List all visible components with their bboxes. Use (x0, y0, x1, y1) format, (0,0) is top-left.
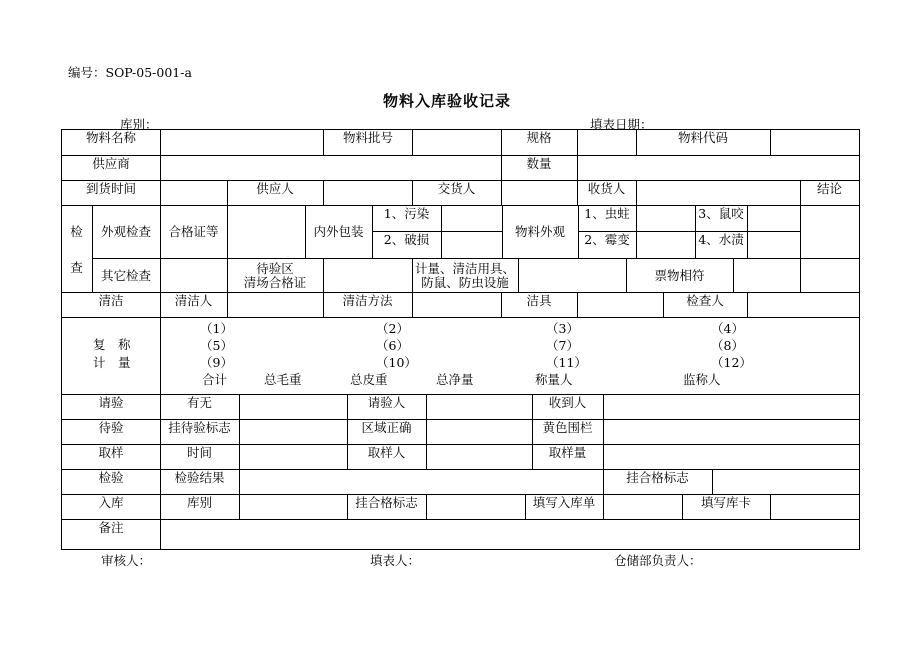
slot-11: （11） (546, 355, 587, 370)
cleaning-tools-label: 洁具 (526, 293, 552, 308)
gross-weight-label: 总毛重 (264, 372, 302, 387)
total-label: 合计 (202, 372, 228, 387)
ticket-match-label: 票物相符 (654, 267, 705, 283)
sampling-amount-label: 取样量 (548, 445, 587, 460)
hang-pending-label: 挂待验标志 (168, 420, 231, 435)
cleaner-label: 清洁人 (174, 293, 213, 308)
supplier-person-label: 供应人 (256, 181, 294, 196)
yellow-fence-label: 黄色围栏 (542, 420, 593, 435)
deliverer-label: 交货人 (437, 181, 476, 196)
pending-area-cell (227, 259, 323, 292)
sampler-label: 取样人 (367, 445, 406, 460)
spec-label: 规格 (526, 130, 552, 145)
received-by-label: 收到人 (548, 395, 587, 410)
tare-weight-label: 总皮重 (350, 372, 388, 387)
area-correct-label: 区域正确 (361, 420, 412, 435)
fill-card-label: 填写库卡 (700, 495, 751, 510)
certificate-label: 合格证等 (168, 224, 219, 239)
pollution-label: 1、污染 (383, 206, 430, 221)
receiver-label: 收货人 (587, 181, 626, 196)
slot-9: （9） (200, 355, 233, 370)
page-title: 物料入库验收记录 (383, 92, 512, 110)
warehouse-manager-label: 仓储部负责人： (614, 553, 702, 568)
rodent-label: 3、鼠咬 (698, 206, 744, 221)
inspection-label-2: 查 (70, 260, 83, 275)
mildew-label: 2、霉变 (584, 232, 630, 247)
material-code-label: 物料代码 (677, 130, 728, 145)
fill-date-label: 填表日期： (590, 117, 653, 132)
supervisor-label: 监称人 (683, 372, 721, 387)
material-appearance-label: 物料外观 (514, 224, 565, 239)
other-check-label: 其它检查 (100, 267, 151, 283)
arrival-time-label: 到货时间 (85, 181, 136, 196)
reweigh-label-1: 复 称 (93, 337, 131, 352)
slot-6: （6） (376, 338, 409, 353)
inspector-label: 检查人 (686, 293, 724, 308)
requester-label: 请验人 (367, 395, 406, 410)
slot-7: （7） (546, 338, 579, 353)
slot-10: （10） (376, 355, 417, 370)
storage-warehouse-label: 库别 (186, 495, 212, 510)
testing-label: 检验 (98, 470, 124, 485)
pending-area-line-2: 清场合格证 (243, 274, 307, 290)
pending-area-line-1: 待验区 (256, 260, 294, 276)
insects-label: 1、虫蛀 (584, 206, 630, 221)
inspection-label-1: 检 (70, 224, 83, 239)
slot-4: （4） (711, 321, 744, 336)
tools-line-1: 计量、清洁用具、 (414, 260, 515, 276)
slot-1: （1） (200, 321, 233, 336)
slot-5: （5） (200, 338, 233, 353)
slot-12: （12） (711, 355, 752, 370)
net-weight-label: 总净量 (436, 372, 474, 387)
damage-label: 2、破损 (383, 232, 430, 247)
cleaning-method-label: 清洁方法 (342, 293, 393, 308)
packaging-label: 内外包装 (313, 224, 364, 239)
sampling-time-label: 时间 (186, 445, 212, 460)
storage-hang-pass-label: 挂合格标志 (355, 495, 418, 510)
warehouse-label: 库别： (120, 117, 158, 132)
has-label: 有无 (186, 395, 212, 410)
pending-label: 待验 (98, 420, 124, 435)
quantity-label: 数量 (526, 156, 552, 171)
slot-3: （3） (546, 321, 579, 336)
appearance-check-label: 外观检查 (100, 224, 151, 239)
remarks-label: 备注 (98, 520, 124, 535)
sampling-label: 取样 (98, 445, 124, 460)
reviewer-label: 审核人： (101, 553, 152, 568)
conclusion-label: 结论 (816, 181, 842, 196)
filler-label: 填表人： (370, 553, 421, 568)
batch-no-label: 物料批号 (342, 130, 393, 145)
reweigh-label-2: 计 量 (93, 355, 131, 370)
slot-2: （2） (376, 321, 409, 336)
request-label: 请验 (98, 395, 124, 410)
test-result-label: 检验结果 (174, 470, 225, 485)
water-stain-label: 4、水渍 (698, 232, 744, 247)
supplier-label: 供应商 (92, 156, 130, 171)
weigher-label: 称量人 (535, 372, 573, 387)
slot-8: （8） (711, 338, 744, 353)
storage-label: 入库 (98, 495, 124, 510)
doc-number: 编号：SOP-05-001-a (68, 65, 192, 80)
material-name-label: 物料名称 (85, 130, 136, 145)
fill-slip-label: 填写入库单 (532, 495, 596, 510)
cleaning-label: 清洁 (98, 293, 124, 308)
test-hang-pass-label: 挂合格标志 (626, 470, 689, 485)
tools-cell (412, 259, 518, 292)
tools-line-2: 防鼠、防虫设施 (421, 274, 509, 290)
